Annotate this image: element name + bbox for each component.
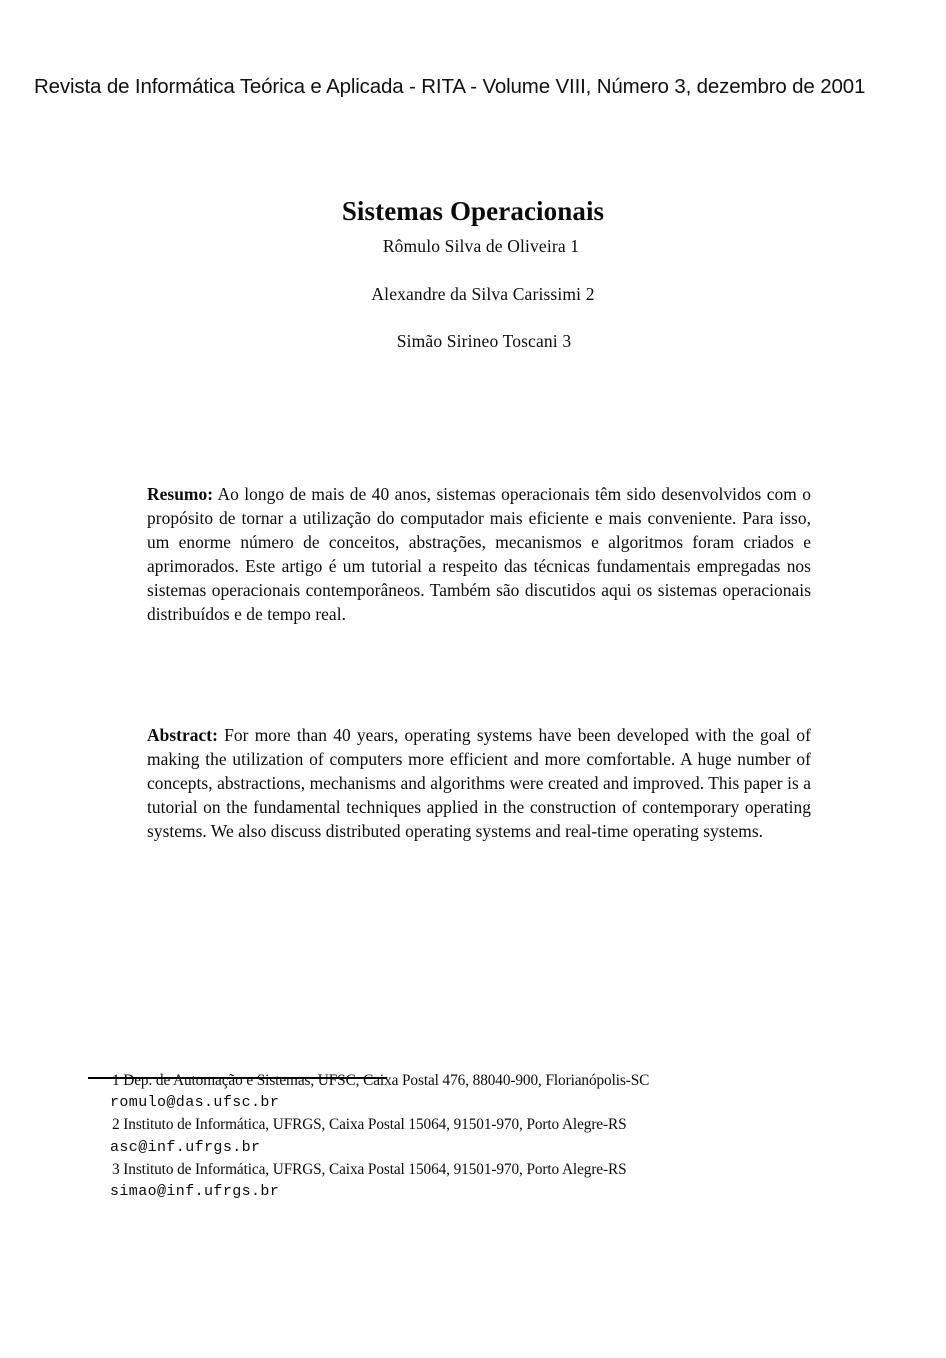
page-title: Sistemas Operacionais <box>341 196 605 227</box>
author-list <box>0 234 946 353</box>
footnote-email[interactable]: romulo@das.ufsc.br <box>110 1094 280 1112</box>
resumo-body: Ao longo de mais de 40 anos, sistemas operacionais têm sido desenvolvidos com o propósito de tornar a utilização do computador mais eficiente e mais conveniente. Para isso, um enorme número de conceitos, abstrações, mecanismos e algoritmos foram criados e aprimorados. Este artigo é um tutorial a respeito das técnicas fundamentais empregadas nos sistemas operacionais contemporâneos. Também são discutidos aqui os sistemas <box>147 484 811 601</box>
footnote-email[interactable]: asc@inf.ufrgs.br <box>110 1138 261 1156</box>
footnote-affiliation: 1 Dep. de Automação e Sistemas, UFSC, Caixa Postal 476, 88040-900, Florianópolis-SC <box>112 1072 650 1089</box>
author-name: Simão Sirineo Toscani 3 <box>396 331 572 351</box>
abstract-body: For more than 40 years, operating systems have been developed with the goal of making the utilization of computers more efficient and more comfortable. A huge number of concepts, abstractions, mechanisms and algorithms were created and improved. This paper is a tutorial on the fundamental techniques applied in the construction of contemporary operating systems. We also discuss distributed operating systems and real-time operating <box>147 725 811 842</box>
resumo-section <box>147 482 811 627</box>
author-name: Rômulo Silva de Oliveira 1 <box>382 236 580 256</box>
resumo-last-line: operacionais distribuídos e de tempo real. <box>147 580 812 625</box>
running-head: Revista de Informática Teórica e Aplicada - RITA - Volume VIII, Número 3, dezembro de 2001 <box>34 75 866 98</box>
abstract-last-line: systems. <box>703 821 764 842</box>
footnote-list <box>112 1070 832 1203</box>
author-name: Alexandre da Silva Carissimi 2 <box>371 284 595 304</box>
footnote-affiliation: 2 Instituto de Informática, UFRGS, Caixa Postal 15064, 91501-970, Porto Alegre-RS <box>112 1116 627 1134</box>
footnote-affiliation: 3 Instituto de Informática, UFRGS, Caixa Postal 15064, 91501-970, Porto Alegre-RS <box>112 1160 627 1178</box>
footnote-email[interactable]: simao@inf.ufrgs.br <box>110 1183 280 1201</box>
abstract-section <box>147 723 811 843</box>
abstract-label: Abstract: <box>147 725 218 745</box>
resumo-label: Resumo: <box>147 484 214 504</box>
